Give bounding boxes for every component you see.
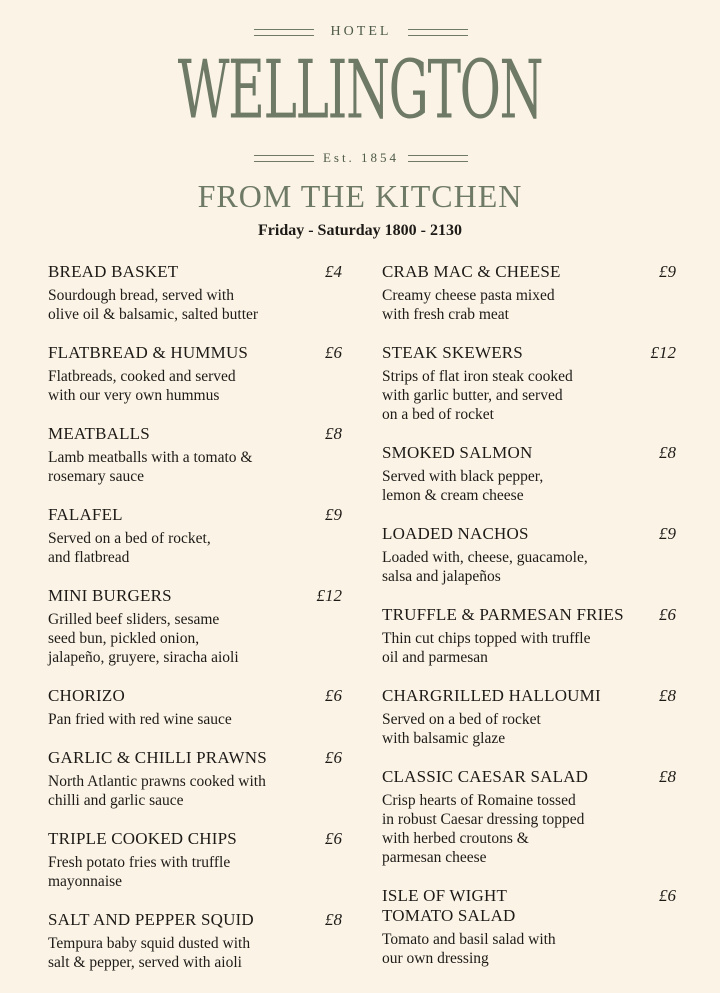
menu-item-description: Flatbreads, cooked and served with our very own hummus xyxy=(48,368,236,404)
menu-item-description: Tomato and basil salad with our own dressing xyxy=(382,931,556,967)
menu-item xyxy=(48,343,342,405)
menu-item-header xyxy=(48,505,342,525)
menu-item-name: MINI BURGERS xyxy=(48,586,172,605)
established-label: Est. 1854 xyxy=(322,150,400,165)
menu-item-name: STEAK SKEWERS xyxy=(382,343,523,362)
menu-item xyxy=(48,910,342,972)
menu-item-header xyxy=(48,424,342,444)
menu-item-header xyxy=(382,767,676,787)
menu-column-left xyxy=(48,262,342,991)
menu-item-name: BREAD BASKET xyxy=(48,262,179,281)
menu-item-description: Grilled beef sliders, sesame seed bun, pickled onion, jalapeño, gruyere, siracha aioli xyxy=(48,611,239,666)
menu-item-price: £9 xyxy=(325,505,342,524)
menu-item-price: £12 xyxy=(650,343,676,362)
menu-item-name: LOADED NACHOS xyxy=(382,524,529,543)
menu-item-price: £8 xyxy=(325,424,342,443)
menu-item-price: £8 xyxy=(659,443,676,462)
menu-item-description: Pan fried with red wine sauce xyxy=(48,711,232,728)
menu-item-description: Sourdough bread, served with olive oil & balsamic, salted butter xyxy=(48,287,259,323)
menu-item-header xyxy=(48,686,342,706)
menu-item-header xyxy=(48,343,342,363)
menu-item-name: CLASSIC CAESAR SALAD xyxy=(382,767,589,786)
menu-item xyxy=(48,748,342,810)
menu-item-header xyxy=(48,829,342,849)
menu-item xyxy=(382,886,676,968)
menu-item xyxy=(48,829,342,891)
menu-item-description: Tempura baby squid dusted with salt & pepper, served with aioli xyxy=(48,935,251,971)
menu-column-right xyxy=(382,262,676,987)
divider-left xyxy=(254,29,314,36)
menu-item xyxy=(382,605,676,667)
menu-item-name: SALT AND PEPPER SQUID xyxy=(48,910,254,929)
menu-item-header xyxy=(48,910,342,930)
menu-item-description: Fresh potato fries with truffle mayonnaise xyxy=(48,854,231,890)
menu-item-name: ISLE OF WIGHT TOMATO SALAD xyxy=(382,886,516,925)
service-hours: Friday - Saturday 1800 - 2130 xyxy=(258,222,462,239)
menu-item-price: £6 xyxy=(325,686,342,705)
menu-item-price: £9 xyxy=(659,262,676,281)
menu-item-price: £6 xyxy=(659,605,676,624)
menu-item-name: CHARGRILLED HALLOUMI xyxy=(382,686,601,705)
menu-item xyxy=(382,686,676,748)
menu-item-name: TRUFFLE & PARMESAN FRIES xyxy=(382,605,624,624)
menu-item-header xyxy=(382,886,676,926)
menu-item xyxy=(48,262,342,324)
menu-item-price: £6 xyxy=(325,748,342,767)
menu-item xyxy=(382,262,676,324)
menu-item-description: Lamb meatballs with a tomato & rosemary sauce xyxy=(48,449,253,485)
menu-item-price: £9 xyxy=(659,524,676,543)
menu-item xyxy=(48,586,342,667)
menu-item xyxy=(382,524,676,586)
menu-item-header xyxy=(48,748,342,768)
menu-item xyxy=(48,424,342,486)
menu-item-price: £6 xyxy=(325,343,342,362)
established-line xyxy=(254,150,468,166)
menu-item-name: FLATBREAD & HUMMUS xyxy=(48,343,249,362)
menu-item-header xyxy=(48,586,342,606)
menu-item-price: £12 xyxy=(316,586,342,605)
menu-item-description: Crisp hearts of Romaine tossed in robust Caesar dressing topped with herbed croutons & parmesan cheese xyxy=(382,792,585,866)
menu-item-price: £8 xyxy=(659,686,676,705)
divider-left xyxy=(254,155,314,162)
menu-item-description: Served on a bed of rocket, and flatbread xyxy=(48,530,211,566)
menu-item-header xyxy=(48,262,342,282)
menu-item-name: SMOKED SALMON xyxy=(382,443,533,462)
hotel-line xyxy=(254,24,468,40)
menu-item-description: Loaded with, cheese, guacamole, salsa and jalapeños xyxy=(382,549,588,585)
menu-item xyxy=(382,443,676,505)
menu-item-header xyxy=(382,686,676,706)
menu-item-header xyxy=(382,605,676,625)
menu-item-name: MEATBALLS xyxy=(48,424,150,443)
hotel-label: HOTEL xyxy=(330,24,392,39)
menu-item-header xyxy=(382,524,676,544)
menu-item-price: £4 xyxy=(325,262,342,281)
menu-item-description: Thin cut chips topped with truffle oil and parmesan xyxy=(382,630,591,666)
menu-item-price: £8 xyxy=(325,910,342,929)
hotel-logo-name: WELLINGTON xyxy=(177,42,543,138)
menu-item-name: CHORIZO xyxy=(48,686,125,705)
menu-item-price: £8 xyxy=(659,767,676,786)
menu-item-description: Served on a bed of rocket with balsamic glaze xyxy=(382,711,541,747)
menu-item xyxy=(382,767,676,867)
menu-item-price: £6 xyxy=(659,886,676,905)
divider-right xyxy=(408,29,468,36)
menu-item-description: North Atlantic prawns cooked with chilli and garlic sauce xyxy=(48,773,266,809)
menu-item-price: £6 xyxy=(325,829,342,848)
menu-item xyxy=(48,505,342,567)
menu-item-name: CRAB MAC & CHEESE xyxy=(382,262,561,281)
menu-item xyxy=(382,343,676,424)
menu-item-name: FALAFEL xyxy=(48,505,123,524)
page-title: FROM THE KITCHEN xyxy=(197,178,523,214)
menu-item xyxy=(48,686,342,729)
menu-item-name: TRIPLE COOKED CHIPS xyxy=(48,829,237,848)
menu-item-header xyxy=(382,343,676,363)
menu-item-description: Strips of flat iron steak cooked with garlic butter, and served on a bed of rocket xyxy=(382,368,573,423)
menu-item-name: GARLIC & CHILLI PRAWNS xyxy=(48,748,267,767)
menu-item-header xyxy=(382,262,676,282)
divider-right xyxy=(408,155,468,162)
menu-item-description: Served with black pepper, lemon & cream cheese xyxy=(382,468,544,504)
menu-item-description: Creamy cheese pasta mixed with fresh crab meat xyxy=(382,287,555,323)
menu-item-header xyxy=(382,443,676,463)
